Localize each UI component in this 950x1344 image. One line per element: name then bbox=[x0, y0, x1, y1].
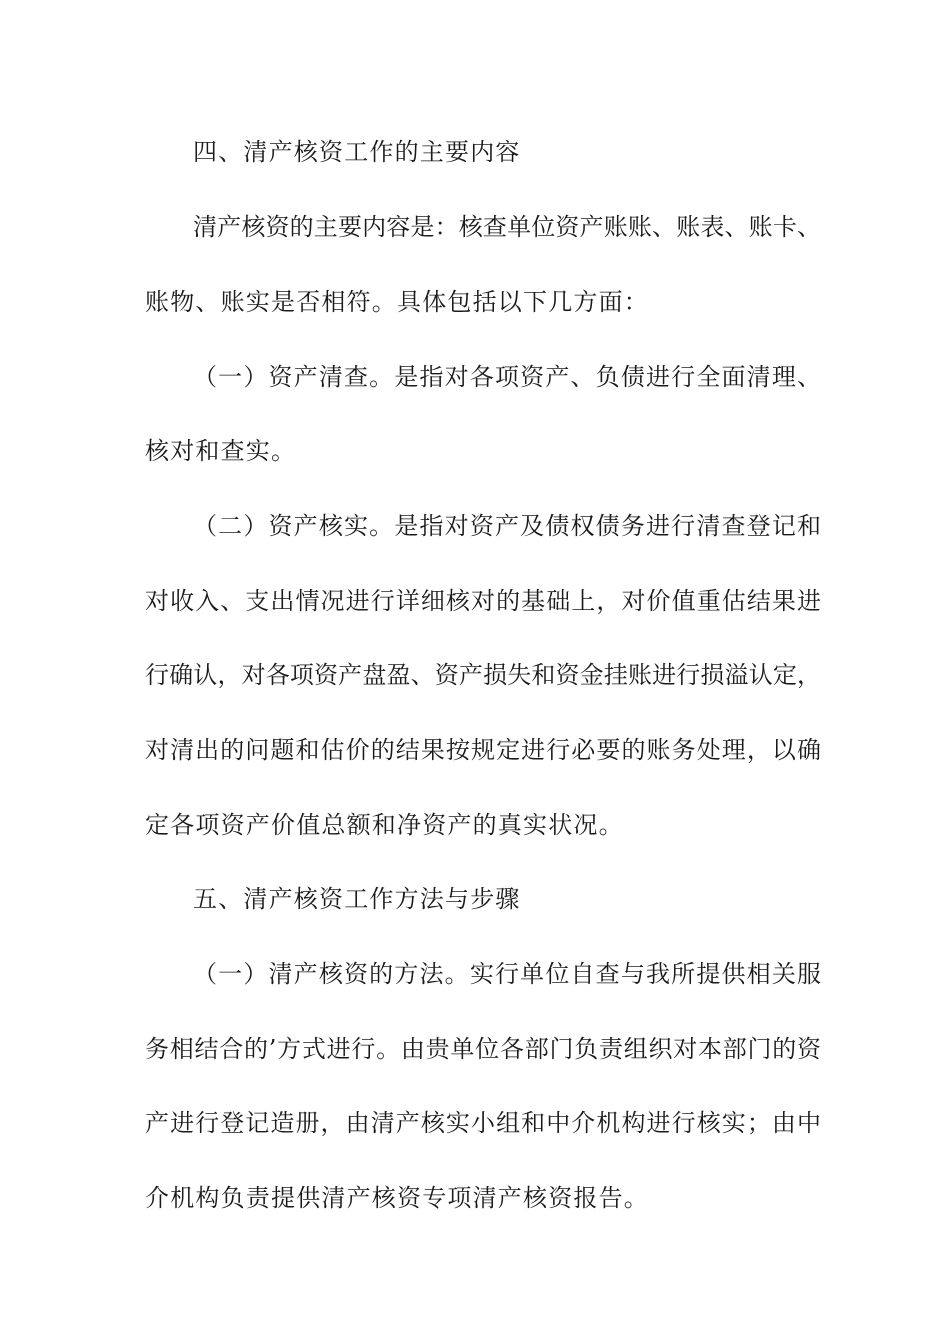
paragraph-line: 行确认，对各项资产盘盈、资产损失和资金挂账进行损溢认定， bbox=[145, 661, 821, 689]
paragraph-line: 对收入、支出情况进行详细核对的基础上，对价值重估结果进 bbox=[145, 587, 821, 615]
paragraph-line: 定各项资产价值总额和净资产的真实状况。 bbox=[145, 811, 624, 839]
paragraph-line: 介机构负责提供清产核资专项清产核资报告。 bbox=[145, 1184, 649, 1212]
section-heading-5: 五、清产核资工作方法与步骤 bbox=[193, 885, 521, 913]
paragraph-line: 产进行登记造册，由清产核实小组和中介机构进行核实；由中 bbox=[145, 1109, 821, 1137]
paragraph-line: 核对和查实。 bbox=[145, 437, 297, 465]
paragraph-line: （一）清产核资的方法。实行单位自查与我所提供相关服 bbox=[193, 960, 821, 988]
section-heading-4: 四、清产核资工作的主要内容 bbox=[193, 138, 521, 166]
paragraph-line: 务相结合的’方式进行。由贵单位各部门负责组织对本部门的资 bbox=[145, 1035, 821, 1063]
paragraph-line: （二）资产核实。是指对资产及债权债务进行清查登记和 bbox=[193, 512, 821, 540]
paragraph-line: （一）资产清查。是指对各项资产、负债进行全面清理、 bbox=[193, 363, 821, 391]
paragraph-line: 清产核资的主要内容是：核查单位资产账账、账表、账卡、 bbox=[193, 213, 821, 241]
paragraph-line: 账物、账实是否相符。具体包括以下几方面： bbox=[145, 288, 649, 316]
paragraph-line: 对清出的问题和估价的结果按规定进行必要的账务处理，以确 bbox=[145, 736, 821, 764]
